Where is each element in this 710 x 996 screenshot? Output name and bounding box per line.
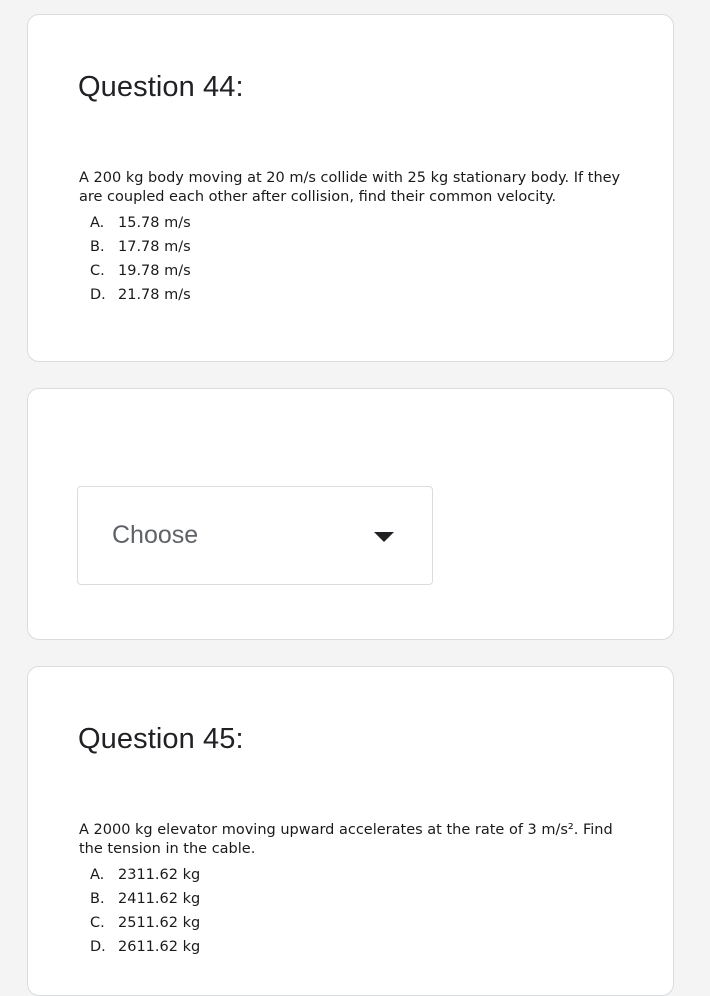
option-item <box>90 863 200 887</box>
question-45-text: A 2000 kg elevator moving upward accelerates at the rate of 3 m/s². Find the tension in the cable. <box>79 822 613 857</box>
question-44-title: Question 44: <box>78 71 244 103</box>
option-value: 19.78 m/s <box>118 263 191 279</box>
question-44-text: A 200 kg body moving at 20 m/s collide with 25 kg stationary body. If they are coupled each other after collision, find their common velocity. <box>79 170 621 205</box>
option-letter: B. <box>90 891 105 907</box>
option-item <box>90 259 191 283</box>
option-value: 2411.62 kg <box>118 891 201 907</box>
question-44-options <box>90 211 191 307</box>
question-45-card <box>27 666 674 996</box>
option-item <box>90 887 200 911</box>
question-45-title: Question 45: <box>78 723 244 755</box>
option-item <box>90 911 200 935</box>
option-value: 2311.62 kg <box>118 867 201 883</box>
question-44-card <box>27 14 674 362</box>
option-letter: C. <box>90 263 105 279</box>
option-item <box>90 283 191 307</box>
option-value: 17.78 m/s <box>118 239 191 255</box>
option-letter: A. <box>90 867 105 883</box>
question-45-options <box>90 863 200 959</box>
option-letter: B. <box>90 239 105 255</box>
option-value: 15.78 m/s <box>118 215 191 231</box>
triangle-down-icon <box>374 532 394 542</box>
option-letter: D. <box>90 287 106 303</box>
option-letter: C. <box>90 915 105 931</box>
option-item <box>90 235 191 259</box>
option-value: 2611.62 kg <box>118 939 201 955</box>
option-value: 21.78 m/s <box>118 287 191 303</box>
option-value: 2511.62 kg <box>118 915 201 931</box>
dropdown-selected-value: Choose <box>112 521 199 549</box>
answer-dropdown[interactable] <box>77 486 433 585</box>
option-letter: D. <box>90 939 106 955</box>
answer-card <box>27 388 674 640</box>
option-letter: A. <box>90 215 105 231</box>
option-item <box>90 935 200 959</box>
option-item <box>90 211 191 235</box>
